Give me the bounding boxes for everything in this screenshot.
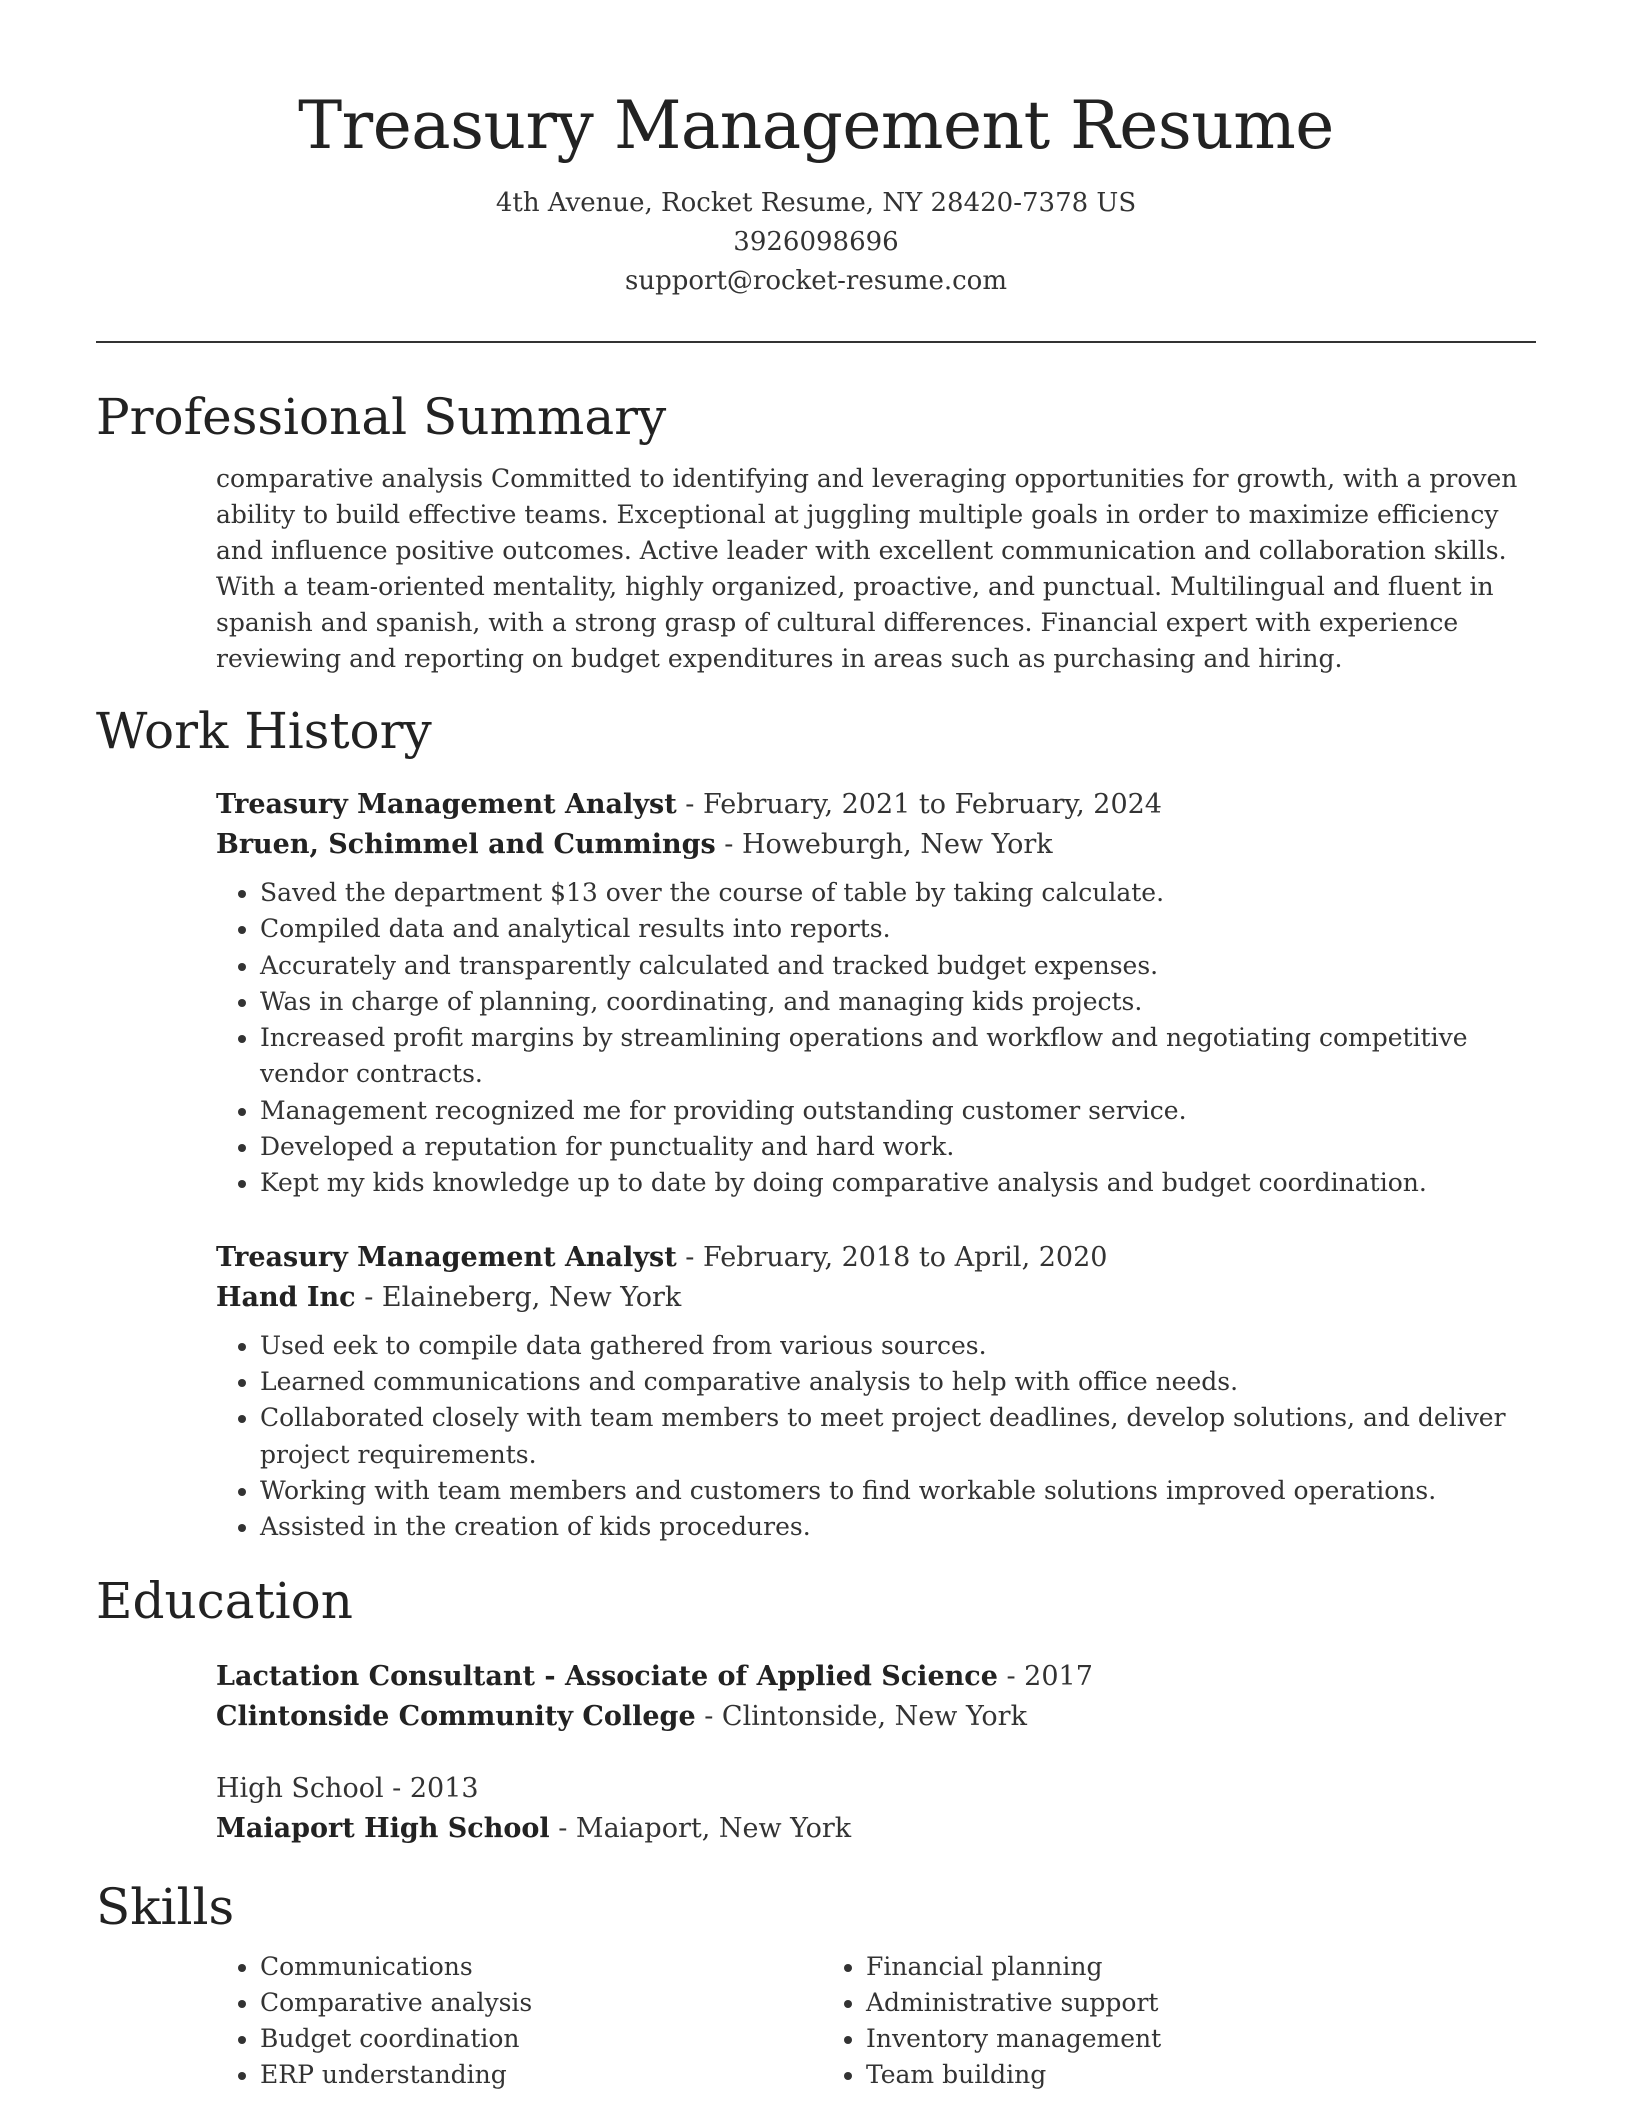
header-divider: [96, 341, 1536, 343]
education-school-line: [216, 1809, 1536, 1849]
list-item: • Was in charge of planning, coordinating, and managing kids projects.: [260, 984, 1536, 1020]
education-year: - 2013: [383, 1773, 479, 1805]
list-item: • Compiled data and analytical results into reports.: [260, 911, 1536, 947]
education-degree: Lactation Consultant - Associate of Applied Science: [216, 1661, 998, 1693]
section-title-skills: Skills: [96, 1878, 235, 1937]
job-dates: - February, 2018 to April, 2020: [676, 1241, 1108, 1273]
list-item: • Saved the department $13 over the course of table by taking calculate.: [260, 875, 1536, 911]
list-item: • Working with team members and customers to find workable solutions improved operations.: [260, 1473, 1536, 1509]
resume-header: [96, 0, 1536, 301]
list-item: • Accurately and transparently calculated and tracked budget expenses.: [260, 948, 1536, 984]
education-school: Clintonside Community College: [216, 1701, 696, 1733]
job-dates: - February, 2021 to February, 2024: [676, 789, 1162, 820]
list-item: • Financial planning: [866, 1949, 1428, 1985]
list-item: • Inventory management: [866, 2021, 1428, 2057]
list-item: • Developed a reputation for punctuality and hard work.: [260, 1129, 1536, 1165]
list-item: • Used eek to compile data gathered from various sources.: [260, 1328, 1536, 1364]
list-item: • Learned communications and comparative analysis to help with office needs.: [260, 1364, 1536, 1400]
skills-column-left: [216, 1949, 822, 2093]
list-item: • Budget coordination: [260, 2021, 822, 2057]
education-degree-line: [216, 1769, 1536, 1809]
contact-email: support@rocket-resume.com: [624, 266, 1007, 296]
education-school-line: [216, 1697, 1536, 1737]
job-company-line: [216, 1278, 1536, 1318]
education-degree-line: [216, 1657, 1536, 1697]
education-school: Maiaport High School: [216, 1813, 550, 1845]
education-degree: High School: [216, 1773, 384, 1805]
list-item: • Team building: [866, 2057, 1428, 2093]
section-title-summary: Professional Summary: [96, 388, 667, 446]
education-entry: [216, 1657, 1536, 1737]
contact-info: [96, 184, 1536, 301]
list-item: • Comparative analysis: [260, 1985, 822, 2021]
job-entry: [216, 1238, 1536, 1546]
job-location: - Elaineberg, New York: [355, 1281, 682, 1313]
job-bullets: [216, 875, 1536, 1202]
list-item: • Collaborated closely with team members to meet project deadlines, develop solutions, and deliver project requirements.: [260, 1400, 1536, 1473]
skills-column-right: [822, 1949, 1428, 2093]
job-company-line: [216, 825, 1536, 865]
list-item: • ERP understanding: [260, 2057, 822, 2093]
education-year: - 2017: [997, 1661, 1093, 1693]
page-title: Treasury Management Resume: [298, 87, 1334, 164]
list-item: • Communications: [260, 1949, 822, 1985]
list-item: • Management recognized me for providing outstanding customer service.: [260, 1093, 1536, 1129]
summary-text: comparative analysis Committed to identifying and leveraging opportunities for growth, with a proven ability to build effective teams. Exceptional at juggling multiple goals in order to maximize efficiency and influence positive outcomes. Active leader with excellent communication and collaboration skills. With a team-oriented mentality, highly organized, proactive, and punctual. Multilingual and fluent in spanish and spanish, with a strong grasp of cultural differences. Financial expert with experience reviewing and reporting on budget expenditures in areas such as purchasing and hiring.: [216, 464, 1518, 673]
section-title-education: Education: [96, 1572, 353, 1631]
job-entry: [216, 785, 1536, 1202]
list-item: • Assisted in the creation of kids procedures.: [260, 1509, 1536, 1545]
list-item: • Increased profit margins by streamlining operations and workflow and negotiating competitive vendor contracts.: [260, 1020, 1536, 1093]
job-location: - Howeburgh, New York: [715, 829, 1053, 860]
job-title-line: [216, 1238, 1536, 1278]
education-location: - Maiaport, New York: [549, 1813, 852, 1845]
education-location: - Clintonside, New York: [695, 1701, 1027, 1733]
job-role: Treasury Management Analyst: [216, 789, 677, 820]
skills-list: [216, 1949, 1536, 2093]
job-company: Hand Inc: [216, 1281, 356, 1313]
list-item: • Administrative support: [866, 1985, 1428, 2021]
contact-phone: 3926098696: [733, 227, 899, 257]
section-title-work-history: Work History: [96, 702, 432, 760]
job-role: Treasury Management Analyst: [216, 1241, 677, 1273]
education-entry: [216, 1769, 1536, 1849]
job-company: Bruen, Schimmel and Cummings: [216, 829, 716, 860]
job-bullets: [216, 1328, 1536, 1546]
contact-address: 4th Avenue, Rocket Resume, NY 28420-7378 US: [495, 188, 1137, 218]
job-title-line: [216, 785, 1536, 825]
list-item: • Kept my kids knowledge up to date by doing comparative analysis and budget coordination.: [260, 1165, 1536, 1201]
